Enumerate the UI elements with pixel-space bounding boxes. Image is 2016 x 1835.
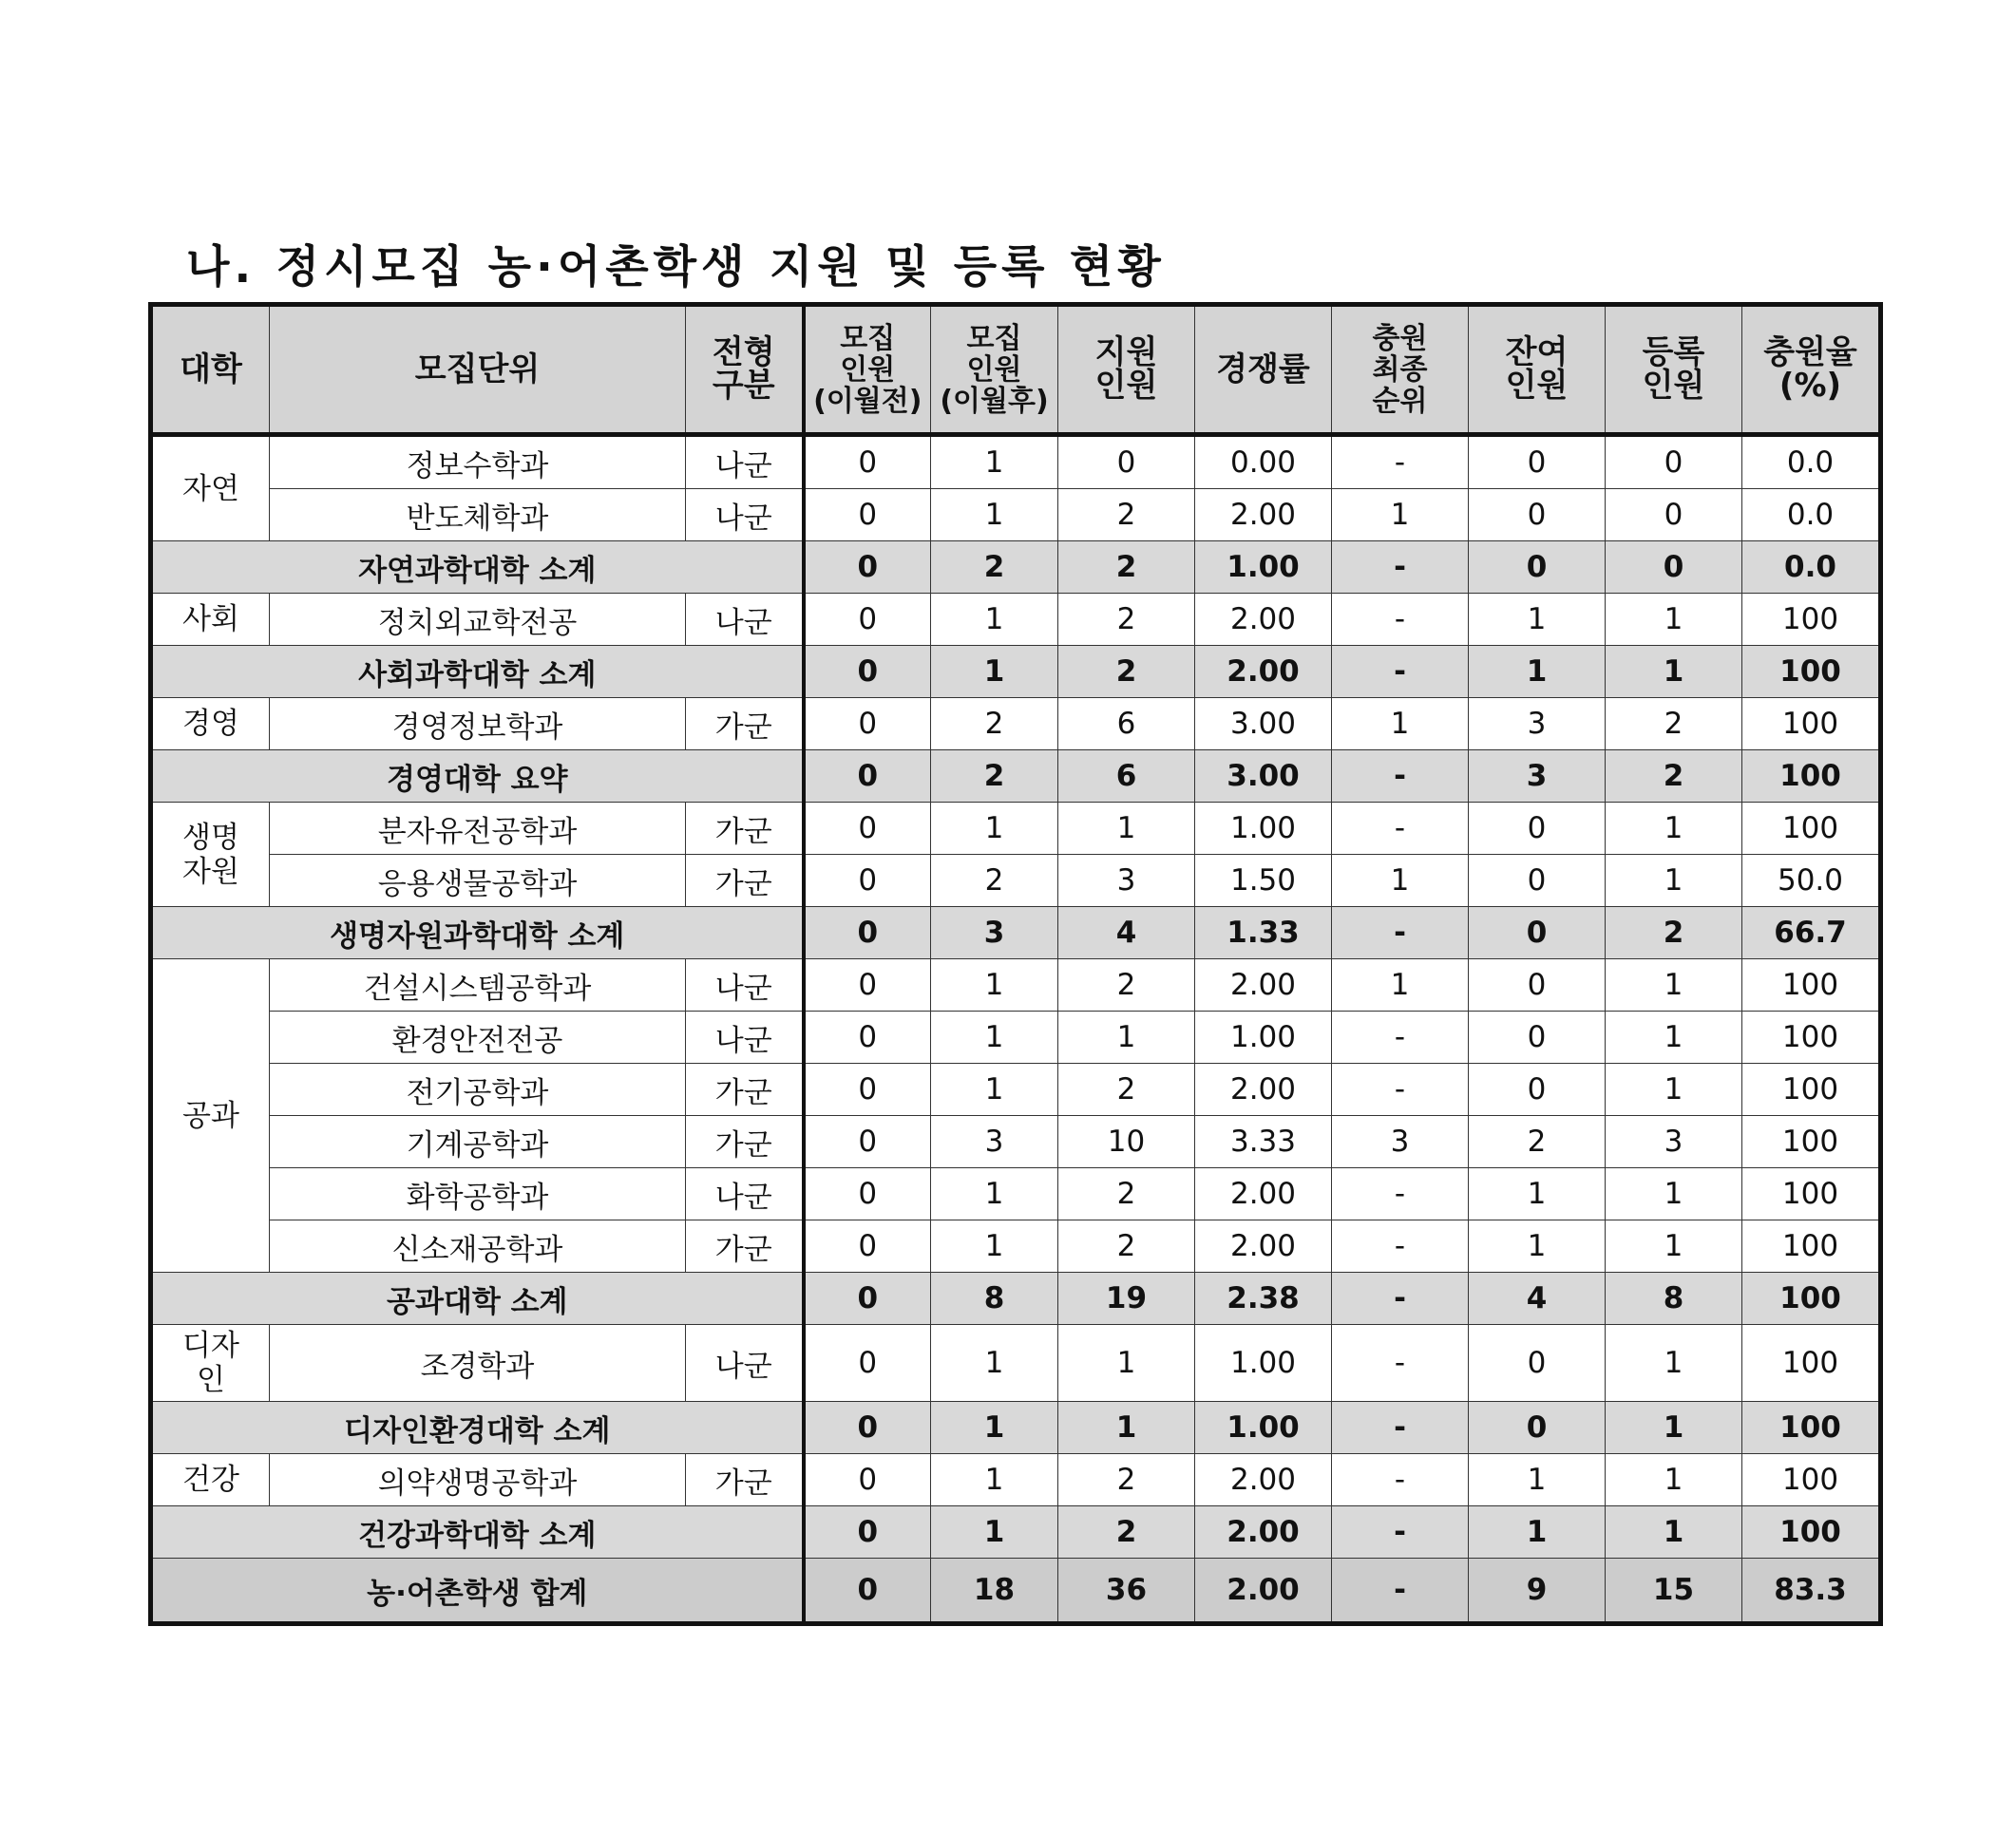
- registered-cell: 1: [1606, 1168, 1742, 1220]
- unit-cell: 반도체학과: [270, 489, 686, 541]
- remaining-cell: 3: [1469, 698, 1606, 750]
- fill-rate-cell: 66.7: [1742, 907, 1881, 959]
- competition-cell: 1.00: [1195, 1402, 1332, 1454]
- subtotal-label: 자연과학대학 소계: [151, 541, 804, 594]
- fill-rate-cell: 100: [1742, 1012, 1881, 1064]
- registered-cell: 3: [1606, 1116, 1742, 1168]
- unit-cell: 기계공학과: [270, 1116, 686, 1168]
- competition-cell: 2.00: [1195, 1220, 1332, 1273]
- quota-after-cell: 3: [931, 1116, 1058, 1168]
- registered-cell: 15: [1606, 1559, 1742, 1624]
- fill-rate-cell: 100: [1742, 1454, 1881, 1506]
- remaining-cell: 2: [1469, 1116, 1606, 1168]
- unit-cell: 응용생물공학과: [270, 855, 686, 907]
- quota-after-cell: 1: [931, 1325, 1058, 1402]
- fill-rate-cell: 83.3: [1742, 1559, 1881, 1624]
- table-row: [151, 855, 1881, 907]
- fill-rate-cell: 100: [1742, 803, 1881, 855]
- competition-cell: 2.00: [1195, 1559, 1332, 1624]
- competition-cell: 2.00: [1195, 1064, 1332, 1116]
- final-rank-cell: -: [1332, 646, 1469, 698]
- remaining-cell: 3: [1469, 750, 1606, 803]
- remaining-cell: 0: [1469, 907, 1606, 959]
- quota-before-cell: 0: [804, 907, 931, 959]
- fill-rate-cell: 100: [1742, 1325, 1881, 1402]
- fill-rate-cell: 100: [1742, 1402, 1881, 1454]
- applicants-cell: 2: [1058, 594, 1195, 646]
- type-cell: 가군: [686, 1116, 804, 1168]
- type-cell: 나군: [686, 594, 804, 646]
- header-registered: 등록 인원: [1606, 305, 1742, 435]
- quota-before-cell: 0: [804, 959, 931, 1012]
- quota-after-cell: 1: [931, 646, 1058, 698]
- subtotal-row: [151, 1506, 1881, 1559]
- quota-after-cell: 1: [931, 1064, 1058, 1116]
- quota-before-cell: 0: [804, 1168, 931, 1220]
- applicants-cell: 2: [1058, 541, 1195, 594]
- remaining-cell: 0: [1469, 855, 1606, 907]
- quota-before-cell: 0: [804, 750, 931, 803]
- subtotal-label: 디자인환경대학 소계: [151, 1402, 804, 1454]
- applicants-cell: 2: [1058, 1168, 1195, 1220]
- table-row: [151, 1012, 1881, 1064]
- competition-cell: 1.00: [1195, 541, 1332, 594]
- unit-cell: 의약생명공학과: [270, 1454, 686, 1506]
- header-competition: 경쟁률: [1195, 305, 1332, 435]
- registered-cell: 0: [1606, 435, 1742, 489]
- type-cell: 가군: [686, 1454, 804, 1506]
- unit-cell: 건설시스템공학과: [270, 959, 686, 1012]
- competition-cell: 1.00: [1195, 803, 1332, 855]
- subtotal-row: [151, 750, 1881, 803]
- admission-status-table: [148, 302, 1883, 1626]
- table-body: [151, 435, 1881, 1624]
- type-cell: 나군: [686, 1168, 804, 1220]
- competition-cell: 3.00: [1195, 698, 1332, 750]
- fill-rate-cell: 100: [1742, 1168, 1881, 1220]
- competition-cell: 2.00: [1195, 489, 1332, 541]
- final-rank-cell: -: [1332, 1559, 1469, 1624]
- quota-after-cell: 1: [931, 1168, 1058, 1220]
- college-name-line: 공과: [182, 1098, 239, 1133]
- applicants-cell: 36: [1058, 1559, 1195, 1624]
- competition-cell: 1.50: [1195, 855, 1332, 907]
- unit-cell: 신소재공학과: [270, 1220, 686, 1273]
- subtotal-row: [151, 1273, 1881, 1325]
- final-rank-cell: 1: [1332, 698, 1469, 750]
- quota-after-cell: 1: [931, 1402, 1058, 1454]
- fill-rate-cell: 100: [1742, 594, 1881, 646]
- applicants-cell: 2: [1058, 1064, 1195, 1116]
- fill-rate-cell: 100: [1742, 1506, 1881, 1559]
- registered-cell: 1: [1606, 803, 1742, 855]
- quota-after-cell: 2: [931, 541, 1058, 594]
- college-cell: [151, 435, 270, 541]
- final-rank-cell: -: [1332, 594, 1469, 646]
- remaining-cell: 0: [1469, 1325, 1606, 1402]
- header-applicants: 지원 인원: [1058, 305, 1195, 435]
- unit-cell: 조경학과: [270, 1325, 686, 1402]
- subtotal-label: 사회과학대학 소계: [151, 646, 804, 698]
- quota-before-cell: 0: [804, 855, 931, 907]
- college-name-line: 생명: [182, 820, 239, 855]
- competition-cell: 1.33: [1195, 907, 1332, 959]
- subtotal-label: 공과대학 소계: [151, 1273, 804, 1325]
- unit-cell: 정보수학과: [270, 435, 686, 489]
- subtotal-label: 생명자원과학대학 소계: [151, 907, 804, 959]
- fill-rate-cell: 100: [1742, 1220, 1881, 1273]
- fill-rate-cell: 100: [1742, 750, 1881, 803]
- competition-cell: 0.00: [1195, 435, 1332, 489]
- table-row: [151, 803, 1881, 855]
- registered-cell: 1: [1606, 1325, 1742, 1402]
- registered-cell: 2: [1606, 698, 1742, 750]
- college-cell: [151, 1325, 270, 1402]
- registered-cell: 1: [1606, 646, 1742, 698]
- quota-before-cell: 0: [804, 1273, 931, 1325]
- subtotal-row: [151, 541, 1881, 594]
- competition-cell: 2.00: [1195, 959, 1332, 1012]
- table-row: [151, 1454, 1881, 1506]
- applicants-cell: 2: [1058, 646, 1195, 698]
- remaining-cell: 1: [1469, 1168, 1606, 1220]
- table-row: [151, 1325, 1881, 1402]
- registered-cell: 2: [1606, 907, 1742, 959]
- type-cell: 가군: [686, 803, 804, 855]
- remaining-cell: 1: [1469, 594, 1606, 646]
- remaining-cell: 1: [1469, 1454, 1606, 1506]
- type-cell: 나군: [686, 1325, 804, 1402]
- table-row: [151, 959, 1881, 1012]
- registered-cell: 1: [1606, 1012, 1742, 1064]
- applicants-cell: 1: [1058, 803, 1195, 855]
- quota-before-cell: 0: [804, 698, 931, 750]
- final-rank-cell: -: [1332, 1220, 1469, 1273]
- college-name-line: 인: [197, 1363, 225, 1397]
- subtotal-label: 경영대학 요약: [151, 750, 804, 803]
- quota-before-cell: 0: [804, 1325, 931, 1402]
- quota-after-cell: 1: [931, 1012, 1058, 1064]
- quota-after-cell: 8: [931, 1273, 1058, 1325]
- competition-cell: 2.00: [1195, 1454, 1332, 1506]
- applicants-cell: 2: [1058, 1506, 1195, 1559]
- subtotal-row: [151, 1402, 1881, 1454]
- registered-cell: 1: [1606, 1220, 1742, 1273]
- type-cell: 가군: [686, 855, 804, 907]
- competition-cell: 1.00: [1195, 1012, 1332, 1064]
- quota-after-cell: 1: [931, 959, 1058, 1012]
- registered-cell: 1: [1606, 1064, 1742, 1116]
- college-cell: [151, 594, 270, 646]
- registered-cell: 1: [1606, 594, 1742, 646]
- college-name-line: 디자: [182, 1329, 239, 1363]
- subtotal-label: 건강과학대학 소계: [151, 1506, 804, 1559]
- remaining-cell: 1: [1469, 1220, 1606, 1273]
- quota-after-cell: 2: [931, 855, 1058, 907]
- remaining-cell: 0: [1469, 1402, 1606, 1454]
- remaining-cell: 0: [1469, 489, 1606, 541]
- quota-before-cell: 0: [804, 1559, 931, 1624]
- fill-rate-cell: 0.0: [1742, 435, 1881, 489]
- fill-rate-cell: 100: [1742, 646, 1881, 698]
- college-cell: [151, 803, 270, 907]
- final-rank-cell: -: [1332, 907, 1469, 959]
- unit-cell: 분자유전공학과: [270, 803, 686, 855]
- registered-cell: 8: [1606, 1273, 1742, 1325]
- quota-before-cell: 0: [804, 1012, 931, 1064]
- type-cell: 나군: [686, 959, 804, 1012]
- competition-cell: 2.00: [1195, 594, 1332, 646]
- header-quota-before: 모집 인원 (이월전): [804, 305, 931, 435]
- header-college: 대학: [151, 305, 270, 435]
- quota-before-cell: 0: [804, 803, 931, 855]
- fill-rate-cell: 100: [1742, 698, 1881, 750]
- applicants-cell: 6: [1058, 750, 1195, 803]
- applicants-cell: 2: [1058, 959, 1195, 1012]
- quota-before-cell: 0: [804, 1506, 931, 1559]
- quota-before-cell: 0: [804, 1402, 931, 1454]
- quota-after-cell: 3: [931, 907, 1058, 959]
- fill-rate-cell: 100: [1742, 959, 1881, 1012]
- final-rank-cell: 1: [1332, 959, 1469, 1012]
- quota-after-cell: 2: [931, 698, 1058, 750]
- final-rank-cell: -: [1332, 750, 1469, 803]
- remaining-cell: 9: [1469, 1559, 1606, 1624]
- college-cell: [151, 1454, 270, 1506]
- subtotal-row: [151, 646, 1881, 698]
- applicants-cell: 1: [1058, 1012, 1195, 1064]
- subtotal-row: [151, 907, 1881, 959]
- unit-cell: 정치외교학전공: [270, 594, 686, 646]
- table-row: [151, 698, 1881, 750]
- applicants-cell: 1: [1058, 1325, 1195, 1402]
- competition-cell: 3.00: [1195, 750, 1332, 803]
- quota-before-cell: 0: [804, 1220, 931, 1273]
- table-row: [151, 1220, 1881, 1273]
- remaining-cell: 0: [1469, 1064, 1606, 1116]
- quota-before-cell: 0: [804, 541, 931, 594]
- final-rank-cell: -: [1332, 1273, 1469, 1325]
- quota-after-cell: 1: [931, 1506, 1058, 1559]
- total-label: 농·어촌학생 합계: [151, 1559, 804, 1624]
- remaining-cell: 0: [1469, 803, 1606, 855]
- table-row: [151, 489, 1881, 541]
- type-cell: 가군: [686, 1220, 804, 1273]
- type-cell: 나군: [686, 435, 804, 489]
- final-rank-cell: -: [1332, 1402, 1469, 1454]
- table-row: [151, 435, 1881, 489]
- remaining-cell: 0: [1469, 435, 1606, 489]
- final-rank-cell: -: [1332, 1454, 1469, 1506]
- applicants-cell: 2: [1058, 489, 1195, 541]
- header-fill-rate: 충원율 (%): [1742, 305, 1881, 435]
- final-rank-cell: 1: [1332, 855, 1469, 907]
- remaining-cell: 0: [1469, 541, 1606, 594]
- competition-cell: 1.00: [1195, 1325, 1332, 1402]
- unit-cell: 환경안전전공: [270, 1012, 686, 1064]
- college-name-line: 자연: [182, 471, 239, 506]
- registered-cell: 1: [1606, 855, 1742, 907]
- final-rank-cell: -: [1332, 1012, 1469, 1064]
- table-row: [151, 1064, 1881, 1116]
- final-rank-cell: -: [1332, 1168, 1469, 1220]
- fill-rate-cell: 0.0: [1742, 541, 1881, 594]
- document-title: 나. 정시모집 농·어촌학생 지원 및 등록 현황: [186, 241, 1166, 293]
- college-name-line: 건강: [182, 1463, 239, 1497]
- college-name-line: 사회: [182, 602, 239, 636]
- competition-cell: 2.00: [1195, 1168, 1332, 1220]
- applicants-cell: 2: [1058, 1220, 1195, 1273]
- registered-cell: 1: [1606, 1454, 1742, 1506]
- final-rank-cell: -: [1332, 1325, 1469, 1402]
- fill-rate-cell: 50.0: [1742, 855, 1881, 907]
- fill-rate-cell: 100: [1742, 1064, 1881, 1116]
- quota-before-cell: 0: [804, 1454, 931, 1506]
- registered-cell: 0: [1606, 489, 1742, 541]
- applicants-cell: 1: [1058, 1402, 1195, 1454]
- applicants-cell: 3: [1058, 855, 1195, 907]
- quota-after-cell: 1: [931, 435, 1058, 489]
- unit-cell: 화학공학과: [270, 1168, 686, 1220]
- quota-after-cell: 2: [931, 750, 1058, 803]
- college-name-line: 자원: [182, 854, 239, 889]
- quota-after-cell: 1: [931, 489, 1058, 541]
- final-rank-cell: -: [1332, 435, 1469, 489]
- remaining-cell: 1: [1469, 646, 1606, 698]
- unit-cell: 전기공학과: [270, 1064, 686, 1116]
- applicants-cell: 10: [1058, 1116, 1195, 1168]
- quota-before-cell: 0: [804, 1064, 931, 1116]
- applicants-cell: 4: [1058, 907, 1195, 959]
- final-rank-cell: -: [1332, 1506, 1469, 1559]
- competition-cell: 2.38: [1195, 1273, 1332, 1325]
- college-cell: [151, 959, 270, 1273]
- registered-cell: 0: [1606, 541, 1742, 594]
- type-cell: 가군: [686, 698, 804, 750]
- header-type: 전형 구분: [686, 305, 804, 435]
- table-row: [151, 1168, 1881, 1220]
- quota-before-cell: 0: [804, 489, 931, 541]
- final-rank-cell: -: [1332, 803, 1469, 855]
- applicants-cell: 19: [1058, 1273, 1195, 1325]
- registered-cell: 1: [1606, 1506, 1742, 1559]
- remaining-cell: 0: [1469, 1012, 1606, 1064]
- applicants-cell: 6: [1058, 698, 1195, 750]
- quota-after-cell: 18: [931, 1559, 1058, 1624]
- final-rank-cell: 1: [1332, 489, 1469, 541]
- quota-after-cell: 1: [931, 1220, 1058, 1273]
- quota-before-cell: 0: [804, 594, 931, 646]
- remaining-cell: 1: [1469, 1506, 1606, 1559]
- header-remaining: 잔여 인원: [1469, 305, 1606, 435]
- final-rank-cell: -: [1332, 541, 1469, 594]
- type-cell: 나군: [686, 1012, 804, 1064]
- quota-before-cell: 0: [804, 646, 931, 698]
- fill-rate-cell: 100: [1742, 1273, 1881, 1325]
- college-name-line: 경영: [182, 707, 239, 741]
- registered-cell: 2: [1606, 750, 1742, 803]
- quota-after-cell: 1: [931, 594, 1058, 646]
- quota-before-cell: 0: [804, 435, 931, 489]
- quota-before-cell: 0: [804, 1116, 931, 1168]
- final-rank-cell: -: [1332, 1064, 1469, 1116]
- remaining-cell: 4: [1469, 1273, 1606, 1325]
- competition-cell: 2.00: [1195, 646, 1332, 698]
- remaining-cell: 0: [1469, 959, 1606, 1012]
- college-cell: [151, 698, 270, 750]
- competition-cell: 2.00: [1195, 1506, 1332, 1559]
- registered-cell: 1: [1606, 959, 1742, 1012]
- final-rank-cell: 3: [1332, 1116, 1469, 1168]
- table-row: [151, 594, 1881, 646]
- fill-rate-cell: 100: [1742, 1116, 1881, 1168]
- competition-cell: 3.33: [1195, 1116, 1332, 1168]
- fill-rate-cell: 0.0: [1742, 489, 1881, 541]
- table-row: [151, 1116, 1881, 1168]
- quota-after-cell: 1: [931, 1454, 1058, 1506]
- applicants-cell: 0: [1058, 435, 1195, 489]
- applicants-cell: 2: [1058, 1454, 1195, 1506]
- grand-total-row: [151, 1559, 1881, 1624]
- type-cell: 가군: [686, 1064, 804, 1116]
- header-row: [151, 305, 1881, 435]
- quota-after-cell: 1: [931, 803, 1058, 855]
- header-final-rank: 충원 최종 순위: [1332, 305, 1469, 435]
- header-unit: 모집단위: [270, 305, 686, 435]
- registered-cell: 1: [1606, 1402, 1742, 1454]
- unit-cell: 경영정보학과: [270, 698, 686, 750]
- type-cell: 나군: [686, 489, 804, 541]
- header-quota-after: 모집 인원 (이월후): [931, 305, 1058, 435]
